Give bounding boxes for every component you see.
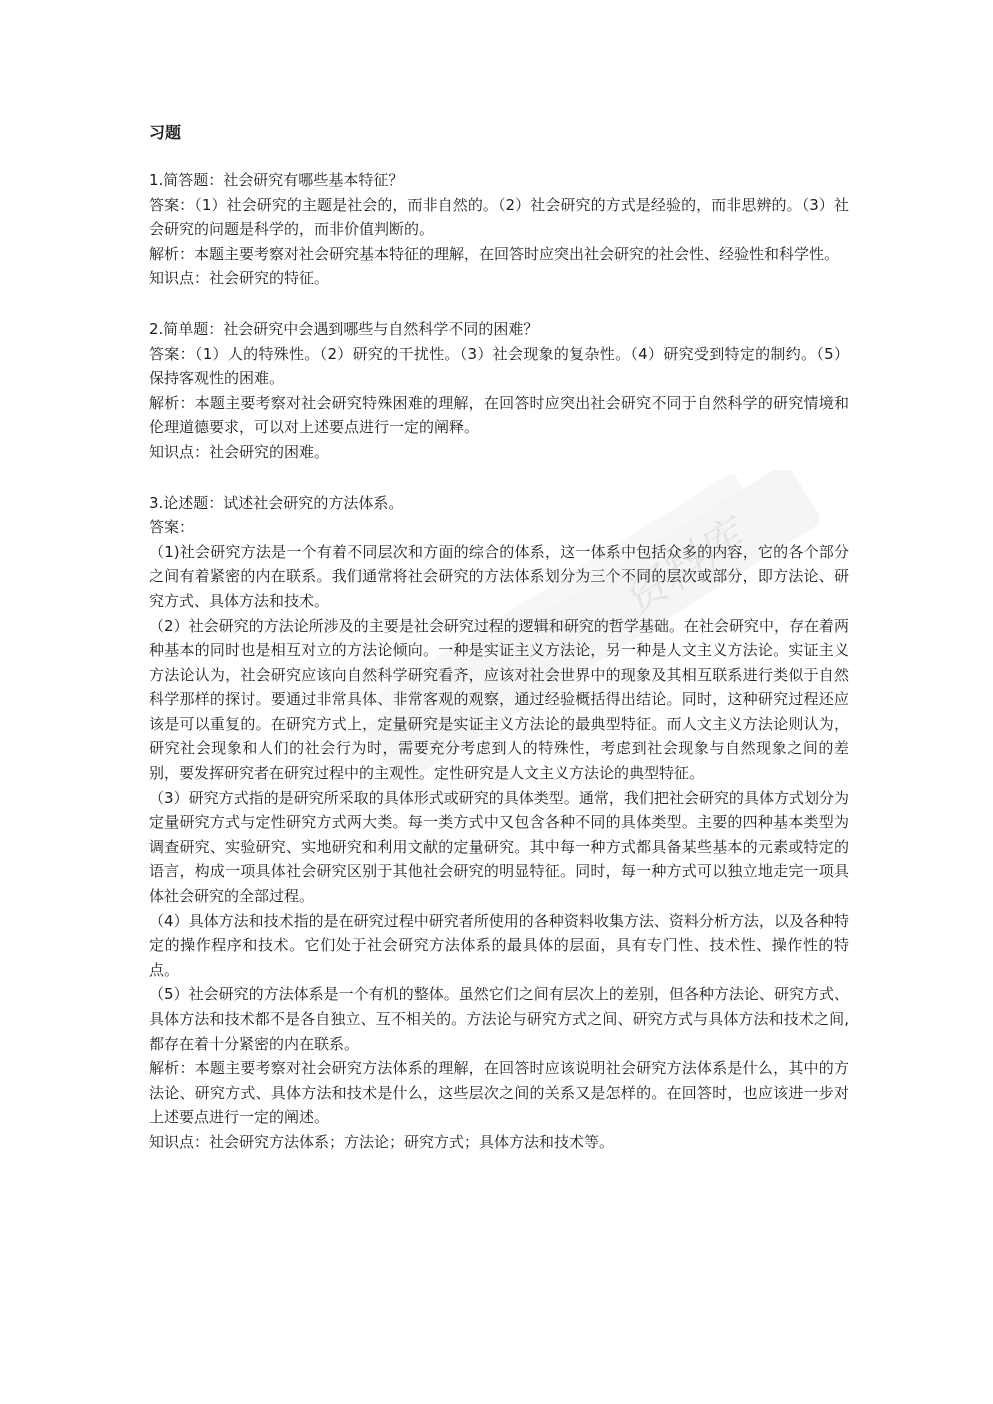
question-3 [149, 491, 849, 1155]
answer-paragraph: （3）研究方式指的是研究所采取的具体形式或研究的具体类型。通常，我们把社会研究的具体方式划分为定量研究方式与定性研究方式两大类。每一类方式中又包含各种不同的具体类型。主要的四种基本类型为调查研究、实验研究、实地研究和利用文献的定量研究。其中每一种方式都具备某些基本的元素或特定的语言，构成一项具体社会研究区别于其他社会研究的明显特征。同时，每一种方式可以独立地走完一项具体社会研究的全部过程。 [149, 788, 849, 906]
question-text: 2.简单题：社会研究中会遇到哪些与自然科学不同的困难？ [149, 319, 539, 338]
answer-paragraph: （2）社会研究的方法论所涉及的主要是社会研究过程的逻辑和研究的哲学基础。在社会研究中，存在着两种基本的同时也是相互对立的方法论倾向。一种是实证主义方法论，另一种是人文主义方法论。实证主义方法论认为，社会研究应该向自然科学研究看齐，应该对社会世界中的现象及其相互联系进行类似于自然科学那样的探讨。要通过非常具体、非常客观的观察，通过经验概括得出结论。同时，这种研究过程还应该是可以重复的。在研究方式上，定量研究是实证主义方法论的最典型特征。而人文主义方法论则认为，研究社会现象和人们的社会行为时，需要充分考虑到人的特殊性，考虑到社会现象与自然现象之间的差别，要发挥研究者在研究过程中的主观性。定性研究是人文主义方法论的典型特征。 [149, 616, 849, 783]
answer-text: 答案：（1）社会研究的主题是社会的，而非自然的。（2）社会研究的方式是经验的，而非思辨的。（3）社会研究的问题是科学的，而非价值判断的。 [149, 195, 849, 239]
page-title: 习题 [149, 123, 182, 142]
document-page [149, 120, 849, 1181]
analysis-text: 解析：本题主要考察对社会研究方法体系的理解，在回答时应该说明社会研究方法体系是什么，其中的方法论、研究方式、具体方法和技术是什么，这些层次之间的关系又是怎样的。在回答时，也应该进一步对上述要点进行一定的阐述。 [149, 1059, 849, 1127]
question-text: 1.简答题：社会研究有哪些基本特征？ [149, 171, 404, 189]
knowledge-point: 知识点：社会研究的困难。 [149, 442, 330, 461]
answer-label: 答案： [149, 518, 195, 537]
knowledge-point: 知识点：社会研究方法体系；方法论；研究方式；具体方法和技术等。 [149, 1132, 615, 1151]
question-text: 3.论述题：试述社会研究的方法体系。 [149, 493, 404, 512]
answer-paragraph: （1)社会研究方法是一个有着不同层次和方面的综合的体系，这一体系中包括众多的内容，它的各个部分之间有着紧密的内在联系。我们通常将社会研究的方法体系划分为三个不同的层次或部分，即方法论、研究方式、具体方法和技术。 [149, 542, 849, 610]
analysis-text: 解析：本题主要考察对社会研究基本特征的理解，在回答时应突出社会研究的社会性、经验性和科学性。 [149, 244, 840, 263]
answer-text: 答案：（1）人的特殊性。（2）研究的干扰性。（3）社会现象的复杂性。（4）研究受到特定的制约。（5）保持客观性的困难。 [149, 344, 849, 388]
answer-paragraph: （5）社会研究的方法体系是一个有机的整体。虽然它们之间有层次上的差别，但各种方法论、研究方式、具体方法和技术都不是各自独立、互不相关的。方法论与研究方式之间、研究方式与具体方法和技术之间,都存在着十分紧密的内在联系。 [149, 985, 849, 1053]
answer-paragraph: （4）具体方法和技术指的是在研究过程中研究者所使用的各种资料收集方法、资料分析方法，以及各种特定的操作程序和技术。它们处于社会研究方法体系的最具体的层面，具有专门性、技术性、操作性的特点。 [149, 911, 849, 979]
watermark-text: 资料库 [613, 511, 753, 626]
knowledge-point: 知识点：社会研究的特征。 [149, 269, 330, 288]
question-2 [149, 317, 849, 465]
question-1 [149, 168, 849, 291]
analysis-text: 解析：本题主要考察对社会研究特殊困难的理解，在回答时应突出社会研究不同于自然科学的研究情境和伦理道德要求，可以对上述要点进行一定的阐释。 [149, 393, 849, 437]
